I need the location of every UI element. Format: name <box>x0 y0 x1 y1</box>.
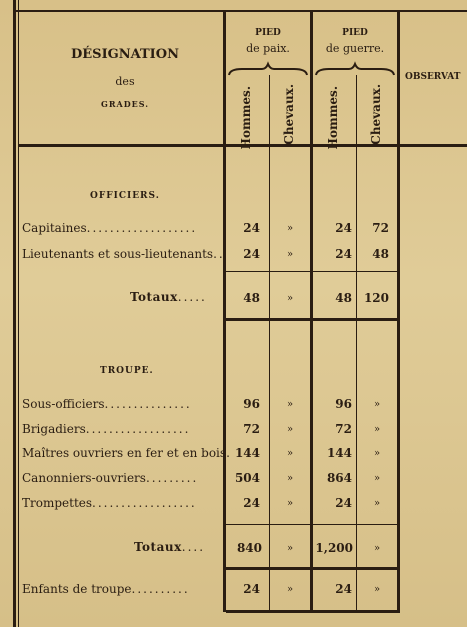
troop-row-war-men: 864 <box>326 471 352 485</box>
troop-row-label: Trompettes.................. <box>22 496 197 510</box>
troop-row-war-men: 24 <box>335 496 352 510</box>
war-chevaux-header: Chevaux. <box>369 84 383 145</box>
troop-row-peace-horses: » <box>286 473 294 484</box>
officer-row-war-men: 24 <box>335 221 352 235</box>
officer-row-peace-men: 24 <box>243 221 260 235</box>
troop-row-peace-men: 144 <box>234 446 260 460</box>
war-header-bottom: de guerre. <box>325 42 385 55</box>
officer-row-peace-men: 24 <box>243 247 260 261</box>
troop-row-war-horses: » <box>373 473 381 484</box>
officer-row-war-men: 24 <box>335 247 352 261</box>
col-sep-designation <box>223 12 226 612</box>
peace-header-bottom: de paix. <box>246 42 290 55</box>
troops-total-rule-top <box>226 524 397 525</box>
officer-row-label: Lieutenants et sous-lieutenants.. <box>22 247 225 261</box>
peace-brace <box>228 62 308 78</box>
troop-row-peace-men: 72 <box>243 422 260 436</box>
officers-total-label: Totaux..... <box>130 290 207 304</box>
troop-row-label: Brigadiers.................. <box>22 422 191 436</box>
officers-total-peace-horses: » <box>286 293 294 304</box>
officer-row-war-horses: 48 <box>372 247 389 261</box>
officers-total-rule-bottom <box>226 318 397 321</box>
col-sep-war-inner <box>356 75 357 612</box>
troop-row-peace-horses: » <box>286 399 294 410</box>
war-brace <box>315 62 395 78</box>
designation-grades: GRADES. <box>101 99 149 109</box>
frame-left <box>13 0 16 627</box>
troop-row-war-horses: » <box>373 448 381 459</box>
officers-total-peace-men: 48 <box>243 291 260 305</box>
children-row-war-men: 24 <box>335 582 352 596</box>
officers-total-war-horses: 120 <box>363 291 389 305</box>
officer-row-war-horses: 72 <box>372 221 389 235</box>
observations-header: OBSERVAT <box>405 72 461 82</box>
frame-left-inner <box>18 0 19 627</box>
troop-row-peace-horses: » <box>286 424 294 435</box>
troop-row-peace-men: 24 <box>243 496 260 510</box>
troop-row-label: Maîtres ouvriers en fer et en bois. <box>22 446 232 460</box>
col-sep-peace-inner <box>269 75 270 612</box>
troop-row-war-men: 72 <box>335 422 352 436</box>
troop-row-peace-horses: » <box>286 448 294 459</box>
troop-row-peace-men: 96 <box>243 397 260 411</box>
troops-total-label: Totaux.... <box>134 540 206 554</box>
peace-header-top: PIED <box>255 28 281 38</box>
troops-total-war-horses: » <box>373 543 381 554</box>
children-row-war-horses: » <box>373 584 381 595</box>
col-sep-peace-war <box>310 12 313 612</box>
children-row-label: Enfants de troupe.......... <box>22 582 190 596</box>
peace-chevaux-header: Chevaux. <box>282 84 296 145</box>
col-sep-observations <box>397 12 400 612</box>
officer-row-label: Capitaines................... <box>22 221 198 235</box>
officers-title: OFFICIERS. <box>90 191 160 201</box>
troop-row-war-men: 144 <box>326 446 352 460</box>
designation-des: des <box>115 75 135 88</box>
troops-title: TROUPE. <box>100 366 154 376</box>
troop-row-war-horses: » <box>373 424 381 435</box>
children-row-peace-men: 24 <box>243 582 260 596</box>
troops-total-war-men: 1,200 <box>315 541 353 555</box>
troop-row-peace-horses: » <box>286 498 294 509</box>
troop-row-label: Sous-officiers............... <box>22 397 192 411</box>
troop-row-peace-men: 504 <box>234 471 260 485</box>
troops-total-rule-bottom <box>226 567 397 570</box>
war-hommes-header: Hommes. <box>326 86 340 150</box>
troops-total-peace-horses: » <box>286 543 294 554</box>
designation-title: DÉSIGNATION <box>71 47 179 62</box>
troop-row-label: Canonniers-ouvriers......... <box>22 471 199 485</box>
children-row-peace-horses: » <box>286 584 294 595</box>
officers-total-rule-top <box>226 271 397 272</box>
war-header-top: PIED <box>342 28 368 38</box>
table-bottom-rule <box>226 610 400 613</box>
troops-total-peace-men: 840 <box>236 541 262 555</box>
troop-row-war-horses: » <box>373 399 381 410</box>
officers-total-war-men: 48 <box>335 291 352 305</box>
officer-row-peace-horses: » <box>286 249 294 260</box>
troop-row-war-men: 96 <box>335 397 352 411</box>
peace-hommes-header: Hommes. <box>239 86 253 150</box>
troop-row-war-horses: » <box>373 498 381 509</box>
officer-row-peace-horses: » <box>286 223 294 234</box>
